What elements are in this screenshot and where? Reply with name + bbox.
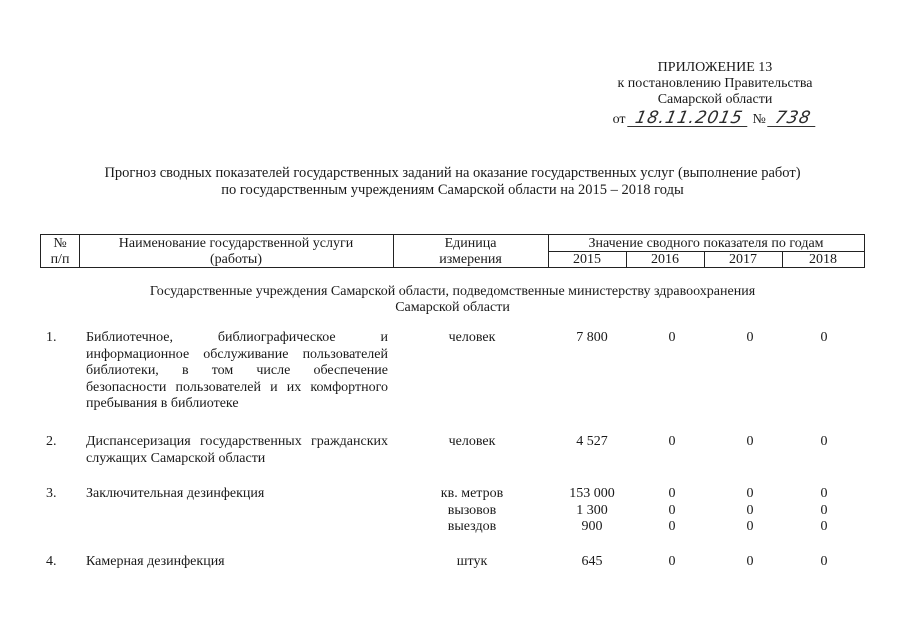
value-2016: 0 — [668, 486, 676, 501]
header-values: Значение сводного показателя по годам — [588, 236, 824, 251]
value-2018: 0 — [820, 486, 828, 501]
values-2016 — [632, 486, 712, 536]
unit: человек — [448, 434, 496, 449]
value-2017: 0 — [746, 330, 754, 345]
value-2017: 0 — [746, 502, 754, 518]
header-year-2015: 2015 — [573, 252, 601, 267]
value-2016: 0 — [668, 554, 676, 569]
value-2016: 0 — [668, 330, 676, 345]
number-label: № — [752, 112, 766, 127]
appendix-line-1: к постановлению Правительства — [617, 76, 813, 91]
appendix-block — [560, 60, 870, 128]
service-name: Заключительная дезинфекция — [86, 486, 265, 501]
title-line-2: по государственным учреждениям Самарской области на 2015 – 2018 годы — [221, 182, 684, 198]
table-row — [40, 434, 865, 470]
value-2018: 0 — [820, 519, 828, 534]
table-header — [40, 234, 865, 268]
service-name: Камерная дезинфекция — [86, 554, 225, 569]
unit: выездов — [447, 519, 497, 534]
handwritten-date: 18.11.2015 — [627, 110, 751, 127]
header-year-2018: 2018 — [809, 252, 837, 267]
row-number: 2. — [46, 434, 57, 449]
value-2018: 0 — [820, 330, 828, 345]
value-2016: 0 — [668, 519, 676, 534]
value-2017: 0 — [746, 519, 754, 534]
value-2015: 7 800 — [576, 330, 608, 345]
table-row — [40, 330, 865, 416]
document-title — [30, 165, 875, 199]
unit-list — [392, 486, 552, 536]
section-heading: Государственные учреждения Самарской области, подведомственные министерству здравоохранения Самарской области — [149, 284, 756, 315]
header-year-2017: 2017 — [729, 252, 757, 267]
value-2017: 0 — [746, 486, 754, 501]
values-2018 — [784, 486, 864, 536]
value-2015: 645 — [581, 554, 603, 569]
value-2017: 0 — [746, 554, 754, 569]
values-2017 — [710, 486, 790, 536]
header-unit: Единица измерения — [439, 236, 502, 267]
table-row — [40, 554, 865, 574]
appendix-title: ПРИЛОЖЕНИЕ 13 — [657, 60, 773, 75]
appendix-line-2: Самарской области — [657, 92, 773, 107]
title-line-1: Прогноз сводных показателей государственных заданий на оказание государственных услуг (выполнение работ) — [104, 165, 801, 181]
value-2018: 0 — [820, 502, 828, 518]
service-name: Библиотечное, библиографическое и информационное обслуживание пользователей библиотеки, в том числе обеспечение безопасности пользователей и их комфортного пребывания в библиотеке — [86, 330, 388, 411]
header-num: № п/п — [50, 236, 70, 267]
unit: кв. метров — [440, 486, 504, 501]
row-number: 4. — [46, 554, 57, 569]
unit: штук — [456, 554, 488, 569]
value-2015: 4 527 — [576, 434, 608, 449]
values-2015 — [552, 486, 632, 536]
table-row — [40, 486, 865, 538]
value-2015: 1 300 — [576, 502, 608, 518]
from-label: от — [612, 112, 626, 127]
unit: человек — [448, 330, 496, 345]
value-2018: 0 — [820, 554, 828, 569]
row-number: 1. — [46, 330, 57, 345]
value-2016: 0 — [668, 434, 676, 449]
unit: вызовов — [447, 502, 497, 518]
value-2018: 0 — [820, 434, 828, 449]
value-2015: 900 — [581, 519, 603, 534]
appendix-date-line — [560, 110, 870, 128]
header-year-2016: 2016 — [651, 252, 679, 267]
service-name: Диспансеризация государственных гражданских служащих Самарской области — [86, 434, 388, 466]
value-2017: 0 — [746, 434, 754, 449]
handwritten-number: 738 — [768, 110, 820, 127]
value-2015: 153 000 — [569, 486, 615, 501]
header-service-name: Наименование государственной услуги (работы) — [118, 236, 354, 267]
value-2016: 0 — [668, 502, 676, 518]
row-number: 3. — [46, 486, 57, 501]
